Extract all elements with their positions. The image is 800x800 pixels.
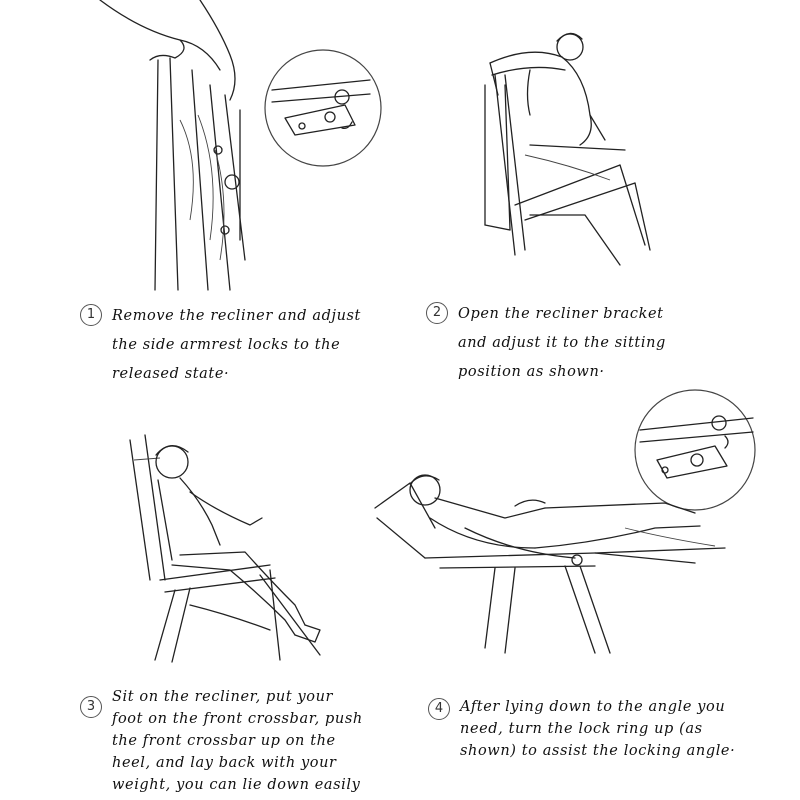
- illustration-lying-recliner: [365, 378, 765, 658]
- step-number-badge: 1: [80, 304, 102, 326]
- step-number-badge: 4: [428, 698, 450, 720]
- illustration-sitting-recliner: [120, 430, 340, 670]
- step-2: [426, 300, 666, 387]
- step-line: shown) to assist the locking angle·: [460, 743, 736, 759]
- lock-ring-detail-zoom: [635, 390, 755, 510]
- lock-detail-zoom: [265, 50, 381, 166]
- step-number-badge: 3: [80, 696, 102, 718]
- step-line: Sit on the recliner, put your: [112, 689, 334, 705]
- step-line: weight, you can lie down easily: [112, 777, 361, 793]
- step-number-badge: 2: [426, 302, 448, 324]
- step-4: [428, 696, 735, 762]
- illustration-folded-recliner: [80, 0, 380, 295]
- step-line: the front crossbar up on the: [112, 733, 336, 749]
- step-line: and adjust it to the sitting: [458, 335, 666, 351]
- step-line: foot on the front crossbar, push: [112, 711, 363, 727]
- step-line: the side armrest locks to the: [112, 337, 341, 353]
- step-line: need, turn the lock ring up (as: [460, 721, 703, 737]
- step-1: [80, 302, 361, 389]
- step-line: Remove the recliner and adjust: [112, 308, 361, 324]
- step-line: Open the recliner bracket: [458, 306, 664, 322]
- step-line: position as shown·: [458, 364, 605, 380]
- step-line: After lying down to the angle you: [460, 699, 726, 715]
- step-line: released state·: [112, 366, 230, 382]
- step-3: [80, 686, 363, 796]
- illustration-opening-recliner: [470, 15, 670, 265]
- step-line: heel, and lay back with your: [112, 755, 337, 771]
